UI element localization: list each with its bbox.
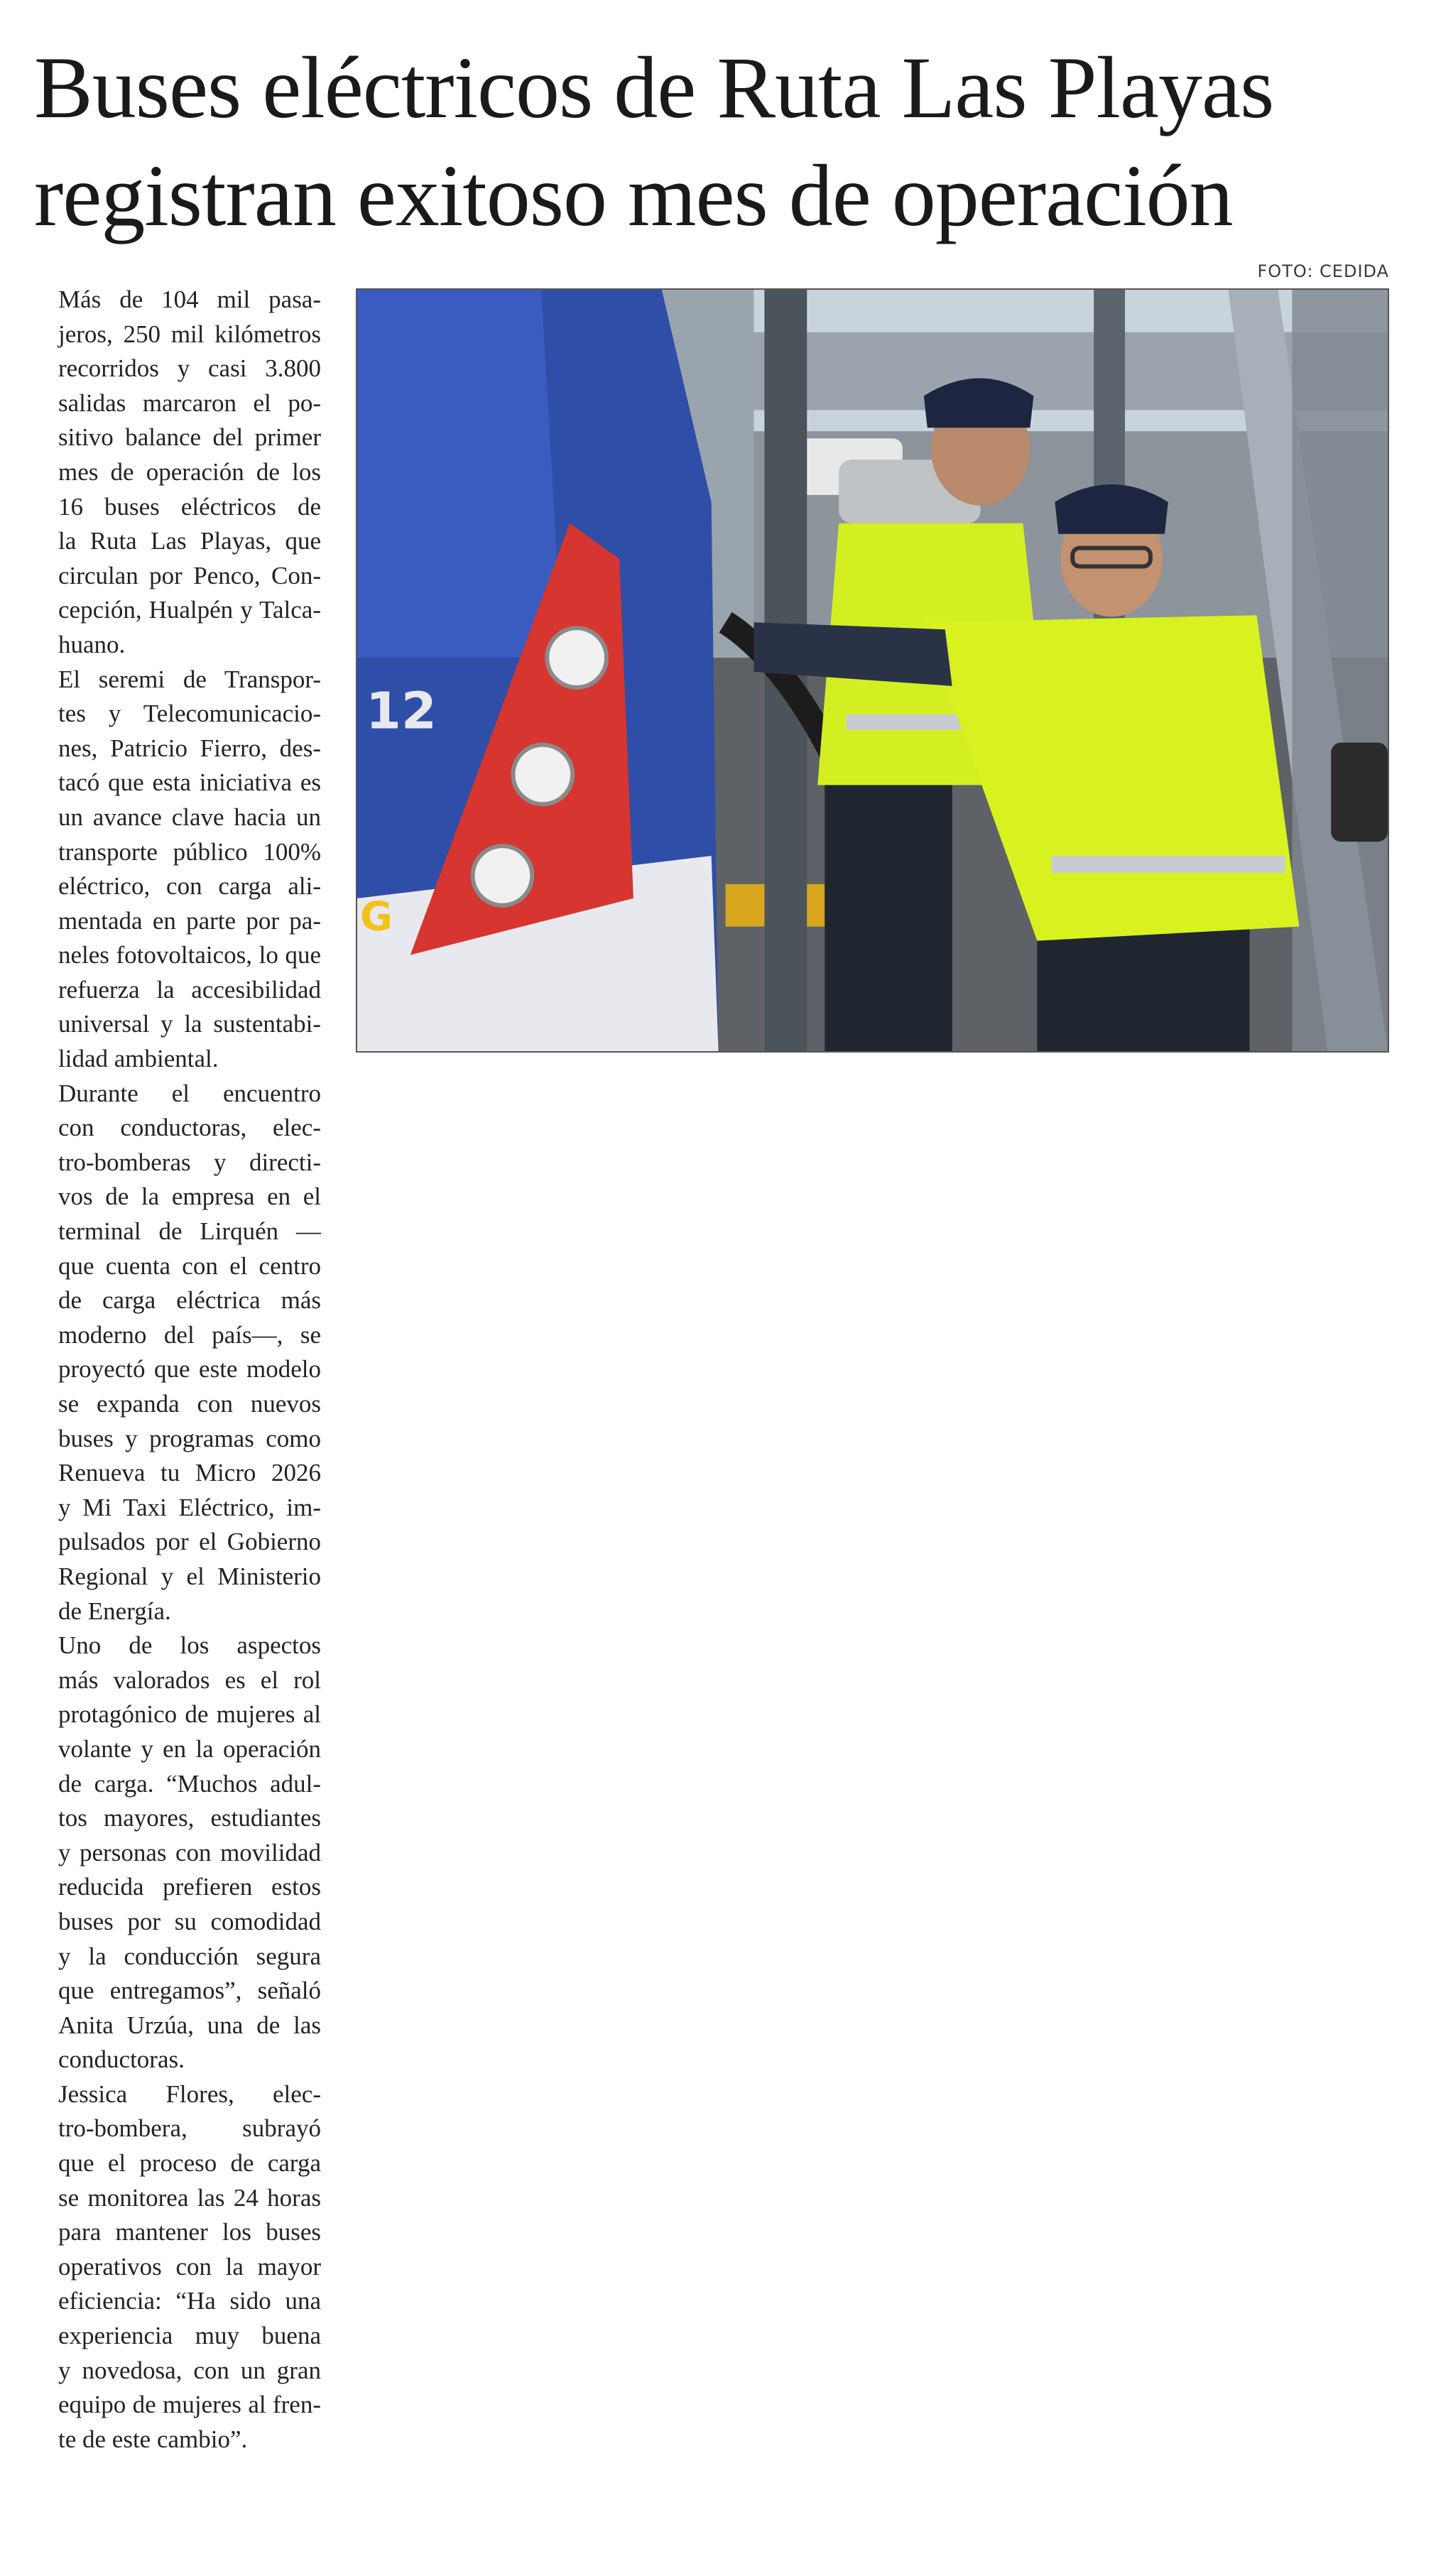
text-line: que cuenta con el centro [58,1251,321,1280]
text-line: con conductoras, elec- [58,1114,321,1142]
text-line: moderno del país—, se [58,1320,321,1349]
text-line: cepción, Hualpén y Talca- [58,596,321,624]
tail-lamp-3 [473,846,533,906]
text-line: de carga eléctrica más [58,1286,321,1315]
headline-line-2: registran exitoso mes de operación [34,147,1233,244]
text-line: se expanda con nuevos [58,1390,321,1418]
text-line: se monitorea las 24 horas [58,2183,321,2212]
woman-right-stripe [1051,856,1285,873]
text-line: El seremi de Transpor- [58,665,321,693]
text-line: nes, Patricio Fierro, des- [58,734,321,762]
text-line: pulsados por el Gobierno [58,1528,321,1556]
paragraph-2 [34,663,321,1077]
bus-window [357,290,562,658]
text-line: y Mi Taxi Eléctrico, im- [58,1493,321,1521]
steel-mesh [1292,290,1388,1051]
text-line: proyectó que este modelo [58,1355,321,1384]
text-line: refuerza la accesibilidad [58,975,321,1004]
text-line: circulan por Penco, Con- [58,561,321,589]
text-line: recorridos y casi 3.800 [58,354,321,383]
paragraph-4 [34,1629,321,2077]
text-line: jeros, 250 mil kilómetros [58,320,321,348]
text-line: protagónico de mujeres al [58,1700,321,1729]
text-line: operativos con la mayor [58,2252,321,2281]
text-line: tro-bomberas y directi- [58,1148,321,1176]
text-line: experiencia muy buena [58,2322,321,2350]
text-line: neles fotovoltaicos, lo que [58,941,321,969]
text-line: un avance clave hacia un [58,803,321,831]
text-line: de carga. “Muchos adul- [58,1769,321,1798]
text-line: equipo de mujeres al fren- [58,2391,321,2419]
photo-credit: FOTO: CEDIDA [1257,261,1389,281]
text-line: buses y programas como [58,1424,321,1452]
headline [34,34,1412,250]
text-line: salidas marcaron el po- [58,388,321,417]
text-line: eléctrico, con carga ali- [58,872,321,901]
text-line: que entregamos”, señaló [58,1977,321,2005]
text-line: la Ruta Las Playas, que [58,527,321,555]
paragraph-1 [34,283,321,663]
text-line: buses por su comodidad [58,1907,321,1935]
text-line: lidad ambiental. [58,1045,219,1073]
text-line: Anita Urzúa, una de las [58,2011,321,2039]
headline-line-1: Buses eléctricos de Ruta Las Playas [34,39,1274,136]
text-line: que el proceso de carga [58,2149,321,2178]
bus-number: 12 [365,680,437,741]
bus-letter: G [359,893,393,940]
text-line: mentada en parte por pa- [58,906,321,935]
text-line: vos de la empresa en el [58,1183,321,1211]
text-line: volante y en la operación [58,1734,321,1763]
paragraph-5 [34,2077,321,2457]
text-line: Jessica Flores, elec- [58,2080,321,2108]
text-line: 16 buses eléctricos de [58,492,321,521]
tail-lamp-1 [547,628,607,688]
side-mirror [1331,743,1388,842]
photo-illustration [357,290,1388,1051]
text-line: de Energía. [58,1597,171,1625]
text-line: tro-bombera, subrayó [58,2114,321,2143]
news-photo [356,288,1389,1053]
text-line: sitivo balance del primer [58,423,321,452]
text-line: te de este cambio”. [58,2425,248,2453]
text-line: y personas con movilidad [58,1838,321,1866]
text-line: más valorados es el rol [58,1665,321,1694]
text-line: Durante el encuentro [58,1079,321,1107]
text-line: mes de operación de los [58,457,321,486]
text-line: y la conducción segura [58,1942,321,1970]
text-line: conductoras. [58,2045,185,2074]
paragraph-3 [34,1077,321,1629]
text-line: Regional y el Ministerio [58,1562,321,1590]
text-line: y novedosa, con un gran [58,2356,321,2384]
text-line: huano. [58,630,126,658]
text-line: terminal de Lirquén — [58,1217,321,1246]
text-line: eficiencia: “Ha sido una [58,2287,321,2315]
text-line: tacó que esta iniciativa es [58,768,321,797]
text-line: reducida prefieren estos [58,1873,321,1901]
woman-left-pants [825,771,952,1051]
text-line: Más de 104 mil pasa- [58,286,321,313]
text-line: universal y la sustentabi- [58,1010,321,1038]
text-line: para mantener los buses [58,2218,321,2246]
text-line: transporte público 100% [58,837,321,866]
text-line: Uno de los aspectos [58,1631,321,1660]
text-line: tes y Telecomunicacio- [58,700,321,728]
text-line: tos mayores, estudiantes [58,1804,321,1832]
text-line: Renueva tu Micro 2026 [58,1459,321,1487]
tail-lamp-2 [513,745,572,805]
article-body [34,283,321,2457]
